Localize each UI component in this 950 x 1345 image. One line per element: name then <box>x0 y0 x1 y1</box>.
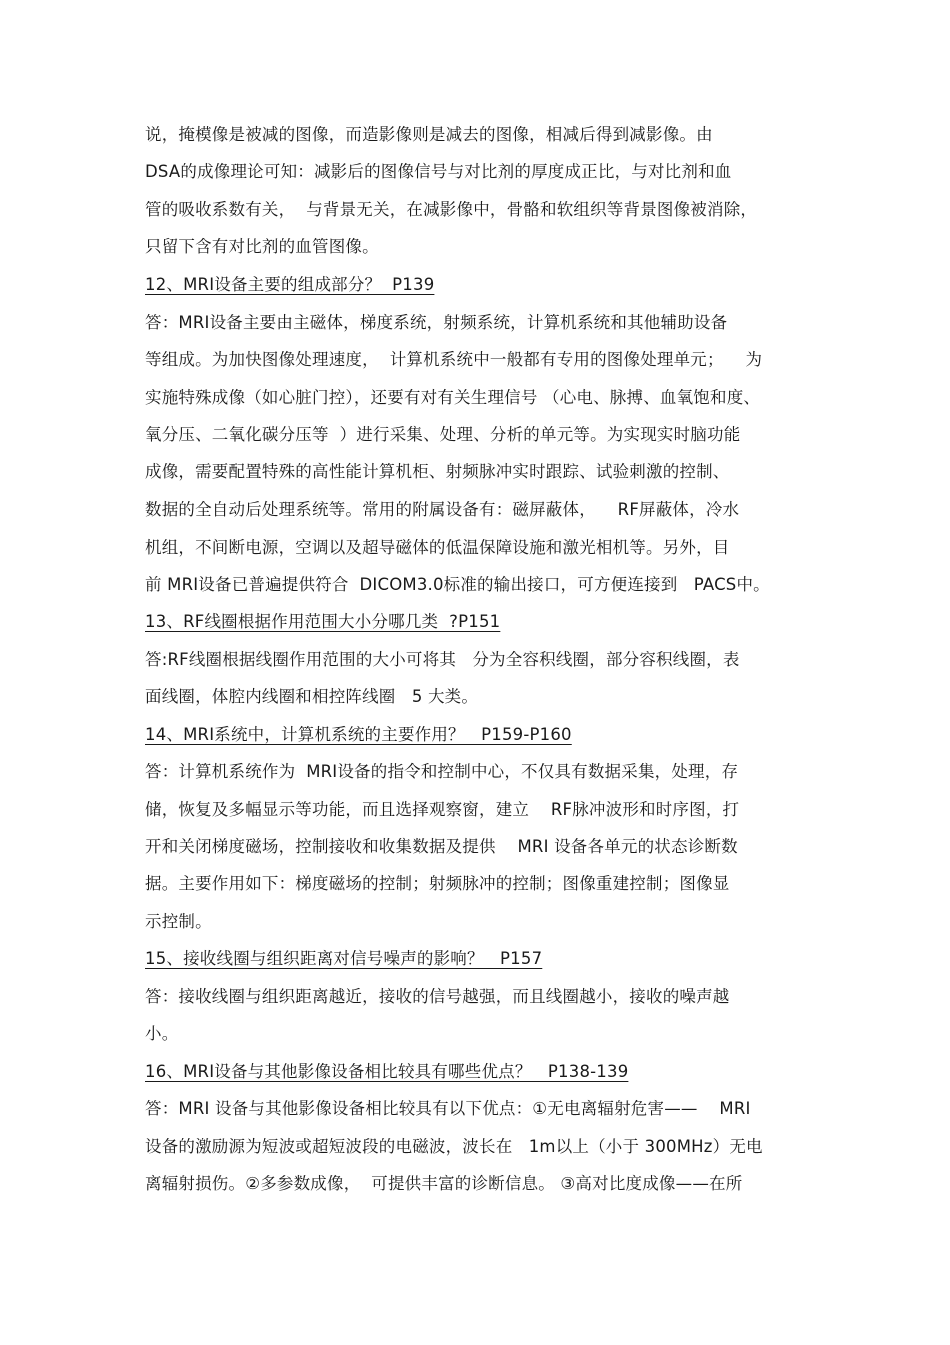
paragraph-line: DSA的成像理论可知：减影后的图像信号与对比剂的厚度成正比，与对比剂和血 <box>145 162 732 181</box>
paragraph-line: 开和关闭梯度磁场，控制接收和收集数据及提供 MRI 设备各单元的状态诊断数 <box>145 837 738 856</box>
paragraph-line: 示控制。 <box>145 912 212 931</box>
paragraph-line: 据。主要作用如下：梯度磁场的控制；射频脉冲的控制；图像重建控制；图像显 <box>145 874 730 893</box>
paragraph-line: 答：接收线圈与组织距离越近，接收的信号越强，而且线圈越小，接收的噪声越 <box>145 987 730 1006</box>
question-heading: 13、RF线圈根据作用范围大小分哪几类 ?P151 <box>145 612 501 631</box>
paragraph-line: 答：计算机系统作为 MRI设备的指令和控制中心，不仅具有数据采集，处理，存 <box>145 762 739 781</box>
question-heading: 15、接收线圈与组织距离对信号噪声的影响？ P157 <box>145 949 543 968</box>
paragraph-line: 答:RF线圈根据线圈作用范围的大小可将其 分为全容积线圈，部分容积线圈，表 <box>145 650 740 669</box>
paragraph-line: 氧分压、二氧化碳分压等 ）进行采集、处理、分析的单元等。为实现实时脑功能 <box>145 425 741 444</box>
paragraph-line: 离辐射损伤。②多参数成像， 可提供丰富的诊断信息。 ③高对比度成像——在所 <box>145 1174 743 1193</box>
paragraph-line: 说，掩模像是被减的图像，而造影像则是减去的图像，相减后得到减影像。由 <box>145 125 713 144</box>
paragraph-line: 答：MRI 设备与其他影像设备相比较具有以下优点：①无电离辐射危害—— MRI <box>145 1099 751 1118</box>
paragraph-line: 管的吸收系数有关， 与背景无关，在减影像中，骨骼和软组织等背景图像被消除， <box>145 200 758 219</box>
question-heading: 16、MRI设备与其他影像设备相比较具有哪些优点？ P138-139 <box>145 1062 629 1081</box>
paragraph-line: 答：MRI设备主要由主磁体，梯度系统，射频系统，计算机系统和其他辅助设备 <box>145 313 728 332</box>
paragraph-line: 机组，不间断电源，空调以及超导磁体的低温保障设施和激光相机等。另外，目 <box>145 538 730 557</box>
paragraph-line: 成像，需要配置特殊的高性能计算机柜、射频脉冲实时跟踪、试验刺激的控制、 <box>145 462 730 481</box>
paragraph-line: 等组成。为加快图像处理速度， 计算机系统中一般都有专用的图像处理单元； 为 <box>145 350 763 369</box>
paragraph-line: 面线圈，体腔内线圈和相控阵线圈 5 大类。 <box>145 687 479 706</box>
question-heading: 12、MRI设备主要的组成部分？ P139 <box>145 275 435 294</box>
paragraph-line: 前 MRI设备已普遍提供符合 DICOM3.0标准的输出接口，可方便连接到 PACS中。 <box>145 575 770 594</box>
paragraph-line: 实施特殊成像（如心脏门控），还要有对有关生理信号 （心电、脉搏、血氧饱和度、 <box>145 388 761 407</box>
paragraph-line: 只留下含有对比剂的血管图像。 <box>145 237 379 256</box>
paragraph-line: 小。 <box>145 1024 179 1043</box>
paragraph-line: 储，恢复及多幅显示等功能，而且选择观察窗，建立 RF脉冲波形和时序图，打 <box>145 800 740 819</box>
paragraph-line: 设备的激励源为短波或超短波段的电磁波，波长在 1m以上（小于 300MHz）无电 <box>145 1137 763 1156</box>
question-heading: 14、MRI系统中，计算机系统的主要作用？ P159-P160 <box>145 725 572 744</box>
paragraph-line: 数据的全自动后处理系统等。常用的附属设备有：磁屏蔽体， RF屏蔽体，冷水 <box>145 500 740 519</box>
